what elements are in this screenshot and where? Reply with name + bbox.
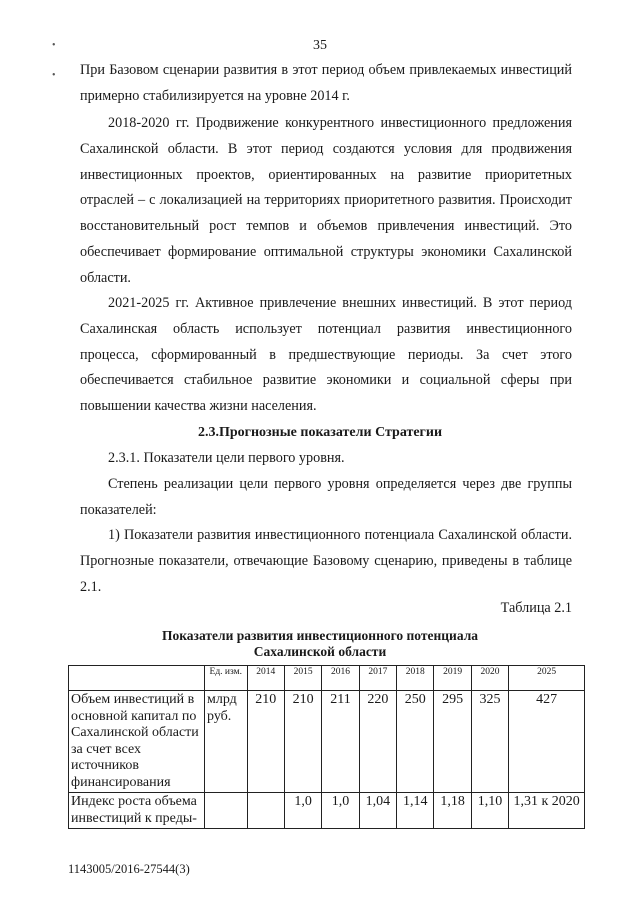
value-cell: 211 [322,691,359,793]
subsection-heading: 2.3.1. Показатели цели первого уровня. [108,450,345,466]
header-cell-year: 2018 [397,666,434,691]
page-number: 35 [313,38,327,53]
header-cell-year: 2015 [284,666,321,691]
header-cell-year: 2016 [322,666,359,691]
value-cell: 210 [284,691,321,793]
header-cell-unit: Ед. изм. [205,666,248,691]
value-cell: 220 [359,691,396,793]
value-cell: 210 [247,691,284,793]
table-header-row [69,666,585,691]
paragraph: Степень реализации цели первого уровня определяется через две группы показателей: [80,476,572,518]
value-cell: 1,0 [322,793,359,829]
header-cell-year: 2020 [471,666,508,691]
table-caption: Таблица 2.1 [500,600,572,616]
value-cell: 1,14 [397,793,434,829]
header-cell-indicator [69,666,205,691]
value-cell: 1,0 [284,793,321,829]
value-cell [247,793,284,829]
value-cell: 1,04 [359,793,396,829]
table-title [0,628,640,660]
value-cell: 250 [397,691,434,793]
value-cell: 325 [471,691,508,793]
document-code: 1143005/2016-27544(3) [68,862,190,876]
paragraph: 2018-2020 гг. Продвижение конкурентного инвестиционного предложения Сахалинской области. В этот период создаются условия для продвижения инвестиционных проектов, ориентированных на развитие приоритетных отраслей – с локализацией на территориях приоритетного развития. Происходит восстановительный рост темпов и объемов привлечения инвестиций. Это обеспечивает формирование оптимальной структуры экономики Сахалинской области. [80,115,572,286]
table-row [69,691,585,793]
paragraph: 1) Показатели развития инвестиционного потенциала Сахалинской области. Прогнозные показатели, отвечающие Базовому сценарию, приведены в таблице 2.1. [80,527,572,595]
paragraph: 2021-2025 гг. Активное привлечение внешних инвестиций. В этот период Сахалинская область использует потенциал развития инвестиционного процесса, сформированный в предшествующие периоды. За счет этого обеспечивается стабильное развитие экономики и социальной сферы при повышении качества жизни населения. [80,295,572,415]
table-row [69,793,585,829]
value-cell: 1,10 [471,793,508,829]
table-title-line: Сахалинской области [253,644,387,659]
value-cell: 427 [509,691,585,793]
header-cell-year: 2019 [434,666,471,691]
row-unit [205,793,248,829]
section-heading: 2.3.Прогнозные показатели Стратегии [197,425,443,440]
indicators-table [68,665,585,829]
margin-mark: • [52,40,56,51]
paragraph: При Базовом сценарии развития в этот период объем привлекаемых инвестиций примерно стабилизируется на уровне 2014 г. [80,62,572,104]
header-cell-year: 2017 [359,666,396,691]
value-cell: 295 [434,691,471,793]
margin-mark: • [52,70,56,81]
row-label: Объем инвестиций в основной капитал по Сахалинской области за счет всех источников финансирования [69,691,205,793]
header-cell-year: 2014 [247,666,284,691]
header-cell-year: 2025 [509,666,585,691]
table-title-line: Показатели развития инвестиционного потенциала [161,628,479,643]
row-unit: млрд руб. [205,691,248,793]
value-cell: 1,18 [434,793,471,829]
row-label: Индекс роста объема инвестиций к преды- [69,793,205,829]
value-cell: 1,31 к 2020 [509,793,585,829]
